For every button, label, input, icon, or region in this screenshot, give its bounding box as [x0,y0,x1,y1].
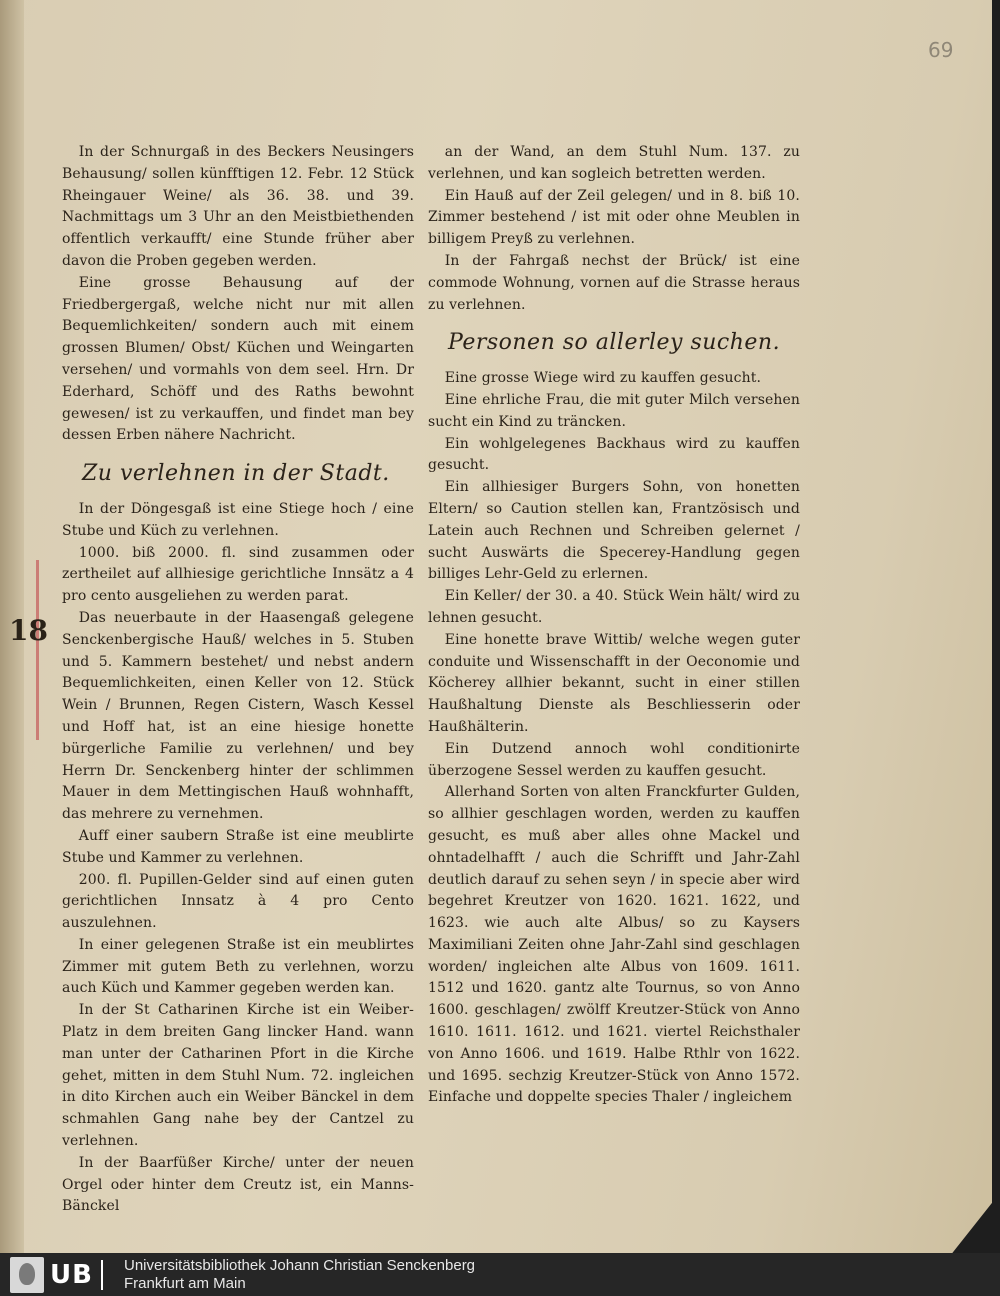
institution-line-2: Frankfurt am Main [124,1275,246,1292]
library-footer-bar [0,1253,1000,1296]
left-paragraph: Auff einer saubern Straße ist eine meublirte Stube und Kammer zu verlehnen. [62,827,414,866]
ub-logo[interactable] [10,1257,103,1293]
left-paragraph: 200. fl. Pupillen-Gelder sind auf einen guten gerichtlichen Innsatz à 4 pro Cento auszulehnen. [62,871,414,932]
right-top-paragraph: Ein Hauß auf der Zeil gelegen/ und in 8. biß 10. Zimmer bestehend / ist mit oder ohne Meublen in billigem Preyß zu verlehnen. [428,187,800,248]
page-number: 69 [928,38,954,62]
margin-red-stroke [36,560,39,740]
left-column [62,142,414,1218]
ub-logo-text: UB [50,1260,93,1290]
right-paragraph: Ein Keller/ der 30. a 40. Stück Wein hält/ wird zu lehnen gesucht. [428,588,800,626]
portrait-icon [10,1257,44,1293]
left-paragraph: Das neuerbaute in der Haasengaß gelegene Senckenbergische Hauß/ welches in 5. Stuben und 5. Kammern bestehet/ und nebst andern Bequemlichkeiten, einen Keller von 12. Stück Wein / Brunnen, Regen Cistern, Wasch Kessel und Hoff hat, ist an eine hiesige honette bürgerliche Familie zu verlehnen/ und bey Herrn Dr. Senckenberg hinter der schlimmen Mauer in dem Mettingischen Hauß wohnhafft, das mehrere zu vernehmen. [62,609,414,823]
left-paragraph: In der Baarfüßer Kirche/ unter der neuen Orgel oder hinter dem Creutz ist, ein Manns-Bänckel [62,1154,414,1215]
section-heading-personen-suchen: Personen so allerley suchen. [448,330,781,356]
section-heading-zu-verlehnen: Zu verlehnen in der Stadt. [82,461,390,487]
left-paragraph: In einer gelegenen Straße ist ein meublirtes Zimmer mit gutem Beth zu verlehnen, worzu auch Küch und Kammer gegeben werden kan. [62,936,414,997]
right-paragraph: Eine grosse Wiege wird zu kauffen gesucht. [444,370,761,387]
left-top-paragraph: Eine grosse Behausung auf der Friedbergergaß, welche nicht nur mit allen Bequemlichkeiten/ sondern auch mit einem grossen Blumen/ Obst/ Küchen und Weingarten versehen/ und vormahls von dem seel. Hrn. Dr Ederhard, Schöff und des Raths bewohnt gewesen/ ist zu verkauffen, und findet man bey dessen Erben nähere Nachricht. [62,274,414,444]
right-paragraph: Ein Dutzend annoch wohl conditionirte überzogene Sessel werden zu kauffen gesucht. [428,740,800,779]
left-paragraph: In der St Catharinen Kirche ist ein Weiber-Platz in dem breiten Gang lincker Hand. wann man unter der Catharinen Pfort in die Kirche gehet, mitten in dem Stuhl Num. 72. ingleichen in dito Kirchen auch ein Weiber Bänckel in dem schmahlen Gang nahe bey der Cantzel zu verlehnen. [62,1002,414,1150]
left-top-paragraph: In der Schnurgaß in des Beckers Neusingers Behausung/ sollen künfftigen 12. Febr. 12 Stück Rheingauer Weine/ als 36. 38. und 39. Nachmittags um 3 Uhr an den Meistbiethenden offentlich verkaufft/ eine Stunde früher aber davon die Proben gegeben werden. [62,144,414,269]
right-top-paragraph: an der Wand, an dem Stuhl Num. 137. zu verlehnen, und kan sogleich betretten werden. [428,144,800,182]
right-paragraph: Eine honette brave Wittib/ welche wegen guter conduite und Wissenschafft in der Oeconomie und Köcherey allhier bekannt, sucht in einer stillen Haußhaltung Dienste als Beschliesserin oder Haußhälterin. [428,631,800,735]
logo-divider [101,1260,103,1290]
right-paragraph: Ein wohlgelegenes Backhaus wird zu kauffen gesucht. [428,435,800,474]
institution-name [124,1257,475,1293]
institution-line-1: Universitätsbibliothek Johann Christian Senckenberg [124,1257,476,1274]
right-paragraph: Ein allhiesiger Burgers Sohn, von honetten Eltern/ so Caution stellen kan, Frantzösisch und Latein auch Rechnen und Schreiben gelernet / sucht Auswärts die Specerey-Handlung gegen billiges Lehr-Geld zu erlernen. [428,479,800,583]
margin-annotation: 18 [9,614,48,647]
right-paragraph: Eine ehrliche Frau, die mit guter Milch versehen sucht ein Kind zu träncken. [428,391,800,430]
left-paragraph: 1000. biß 2000. fl. sind zusammen oder zertheilet auf allhiesige gerichtliche Innsätz a 4 pro cento ausgeliehen zu werden parat. [62,544,414,605]
right-column [428,142,800,1109]
right-paragraph: Allerhand Sorten von alten Franckfurter Gulden, so allhier geschlagen worden, werden zu kauffen gesucht, es muß aber alles ohne Mackel und ohntadelhafft / auch die Schrifft und Jahr-Zahl deutlich darauf zu sehen seyn / in specie aber wird begehret Kreutzer von 1620. 1621. 1622, und 1623. wie auch alte Albus/ so zu Kaysers Maximiliani Zeiten ohne Jahr-Zahl sind geschlagen worden/ ingleichen alte Albus von 1609. 1611. 1512 und 1620. gantz alte Tournus, so von Anno 1600. geschlagen/ zwölff Kreutzer-Stück von Anno 1610. 1611. 1612. und 1621. viertel Reichsthaler von Anno 1606. und 1619. Halbe Rthlr von 1622. und 1695. sechzig Kreutzer-Stück von Anno 1572. Einfache und doppelte species Thaler / ingleichem [428,784,800,1106]
left-paragraph: In der Döngesgaß ist eine Stiege hoch / eine Stube und Küch zu verlehnen. [62,500,414,539]
right-top-paragraph: In der Fahrgaß nechst der Brück/ ist eine commode Wohnung, vornen auf die Strasse heraus zu verlehnen. [428,252,800,313]
